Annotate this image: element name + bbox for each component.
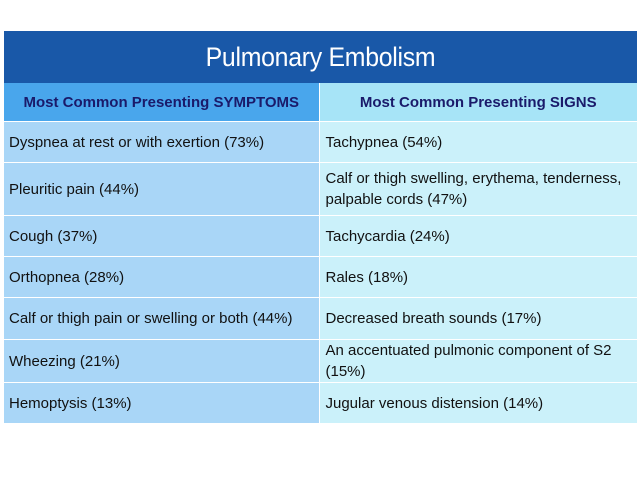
symptom-cell: Calf or thigh pain or swelling or both (44%) [4,298,319,340]
symptom-cell: Orthopnea (28%) [4,257,319,298]
sign-cell: Decreased breath sounds (17%) [319,298,637,340]
sign-cell: An accentuated pulmonic component of S2 (15%) [319,340,637,383]
signs-header: Most Common Presenting SIGNS [319,83,637,122]
symptom-cell: Dyspnea at rest or with exertion (73%) [4,122,319,163]
symptom-cell: Wheezing (21%) [4,340,319,383]
sign-cell: Rales (18%) [319,257,637,298]
symptoms-header: Most Common Presenting SYMPTOMS [4,83,319,122]
table-row [4,383,637,424]
sign-cell: Tachypnea (54%) [319,122,637,163]
table-row [4,340,637,383]
table-row [4,163,637,216]
sign-cell: Calf or thigh swelling, erythema, tenderness, palpable cords (47%) [319,163,637,216]
title-bar [4,31,637,83]
symptom-cell: Cough (37%) [4,216,319,257]
symptom-cell: Hemoptysis (13%) [4,383,319,424]
table-row [4,257,637,298]
header-row [4,83,637,122]
table-row [4,122,637,163]
table-row [4,216,637,257]
table-title: Pulmonary Embolism [29,31,611,83]
symptom-cell: Pleuritic pain (44%) [4,163,319,216]
symptoms-signs-table [4,83,637,424]
pe-table [4,31,637,424]
sign-cell: Tachycardia (24%) [319,216,637,257]
table-row [4,298,637,340]
sign-cell: Jugular venous distension (14%) [319,383,637,424]
